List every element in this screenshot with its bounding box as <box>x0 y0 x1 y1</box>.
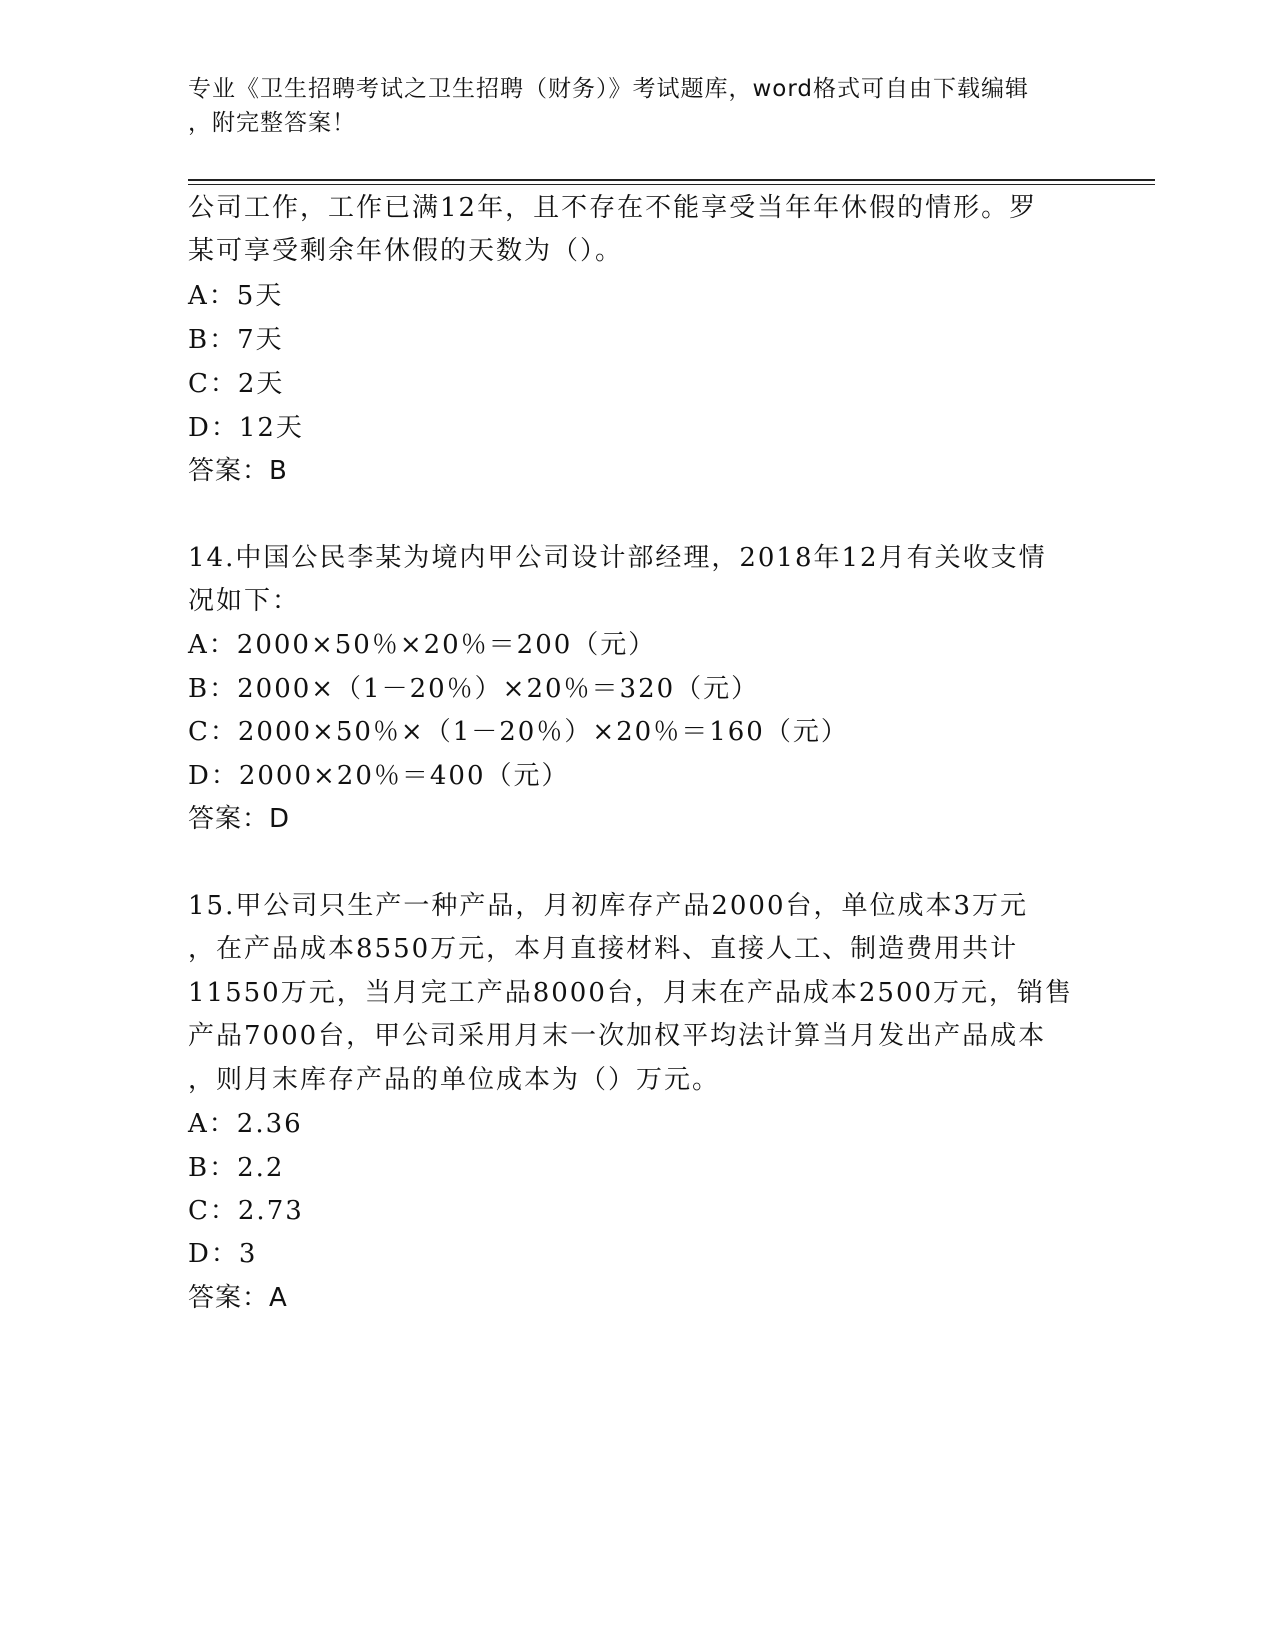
header-line-2: ，附完整答案！ <box>188 110 356 136</box>
q15-stem-line-1: 15.甲公司只生产一种产品，月初库存产品2000台，单位成本3万元 <box>188 891 1029 921</box>
q13-answer: 答案：B <box>188 456 288 486</box>
q13-stem-line-1: 公司工作，工作已满12年，且不存在不能享受当年年休假的情形。罗 <box>188 193 1038 223</box>
q15-option-b: B：2.2 <box>188 1153 285 1183</box>
q15-stem-line-4: 产品7000台，甲公司采用月末一次加权平均法计算当月发出产品成本 <box>188 1021 1047 1051</box>
q14-option-d: D：2000×20％＝400（元） <box>188 761 570 791</box>
q13-option-b: B：7天 <box>188 325 284 355</box>
q15-option-a: A：2.36 <box>188 1109 303 1139</box>
q15-stem-line-3: 11550万元，当月完工产品8000台，月末在产品成本2500万元，销售 <box>188 978 1074 1008</box>
q14-answer: 答案：D <box>188 804 291 834</box>
q15-option-c: C：2.73 <box>188 1196 304 1226</box>
q15-answer: 答案：A <box>188 1283 288 1313</box>
q14-option-b: B：2000×（1－20％）×20％＝320（元） <box>188 674 760 704</box>
q14-stem-line-2: 况如下： <box>188 586 301 616</box>
q15-stem-line-2: ，在产品成本8550万元，本月直接材料、直接人工、制造费用共计 <box>188 934 1019 964</box>
header-rule-thick <box>188 179 1155 181</box>
q15-option-d: D：3 <box>188 1239 258 1269</box>
header-line-1: 专业《卫生招聘考试之卫生招聘（财务）》考试题库，word格式可自由下载编辑 <box>188 76 1030 102</box>
q14-option-a: A：2000×50％×20％＝200（元） <box>188 630 657 660</box>
q13-option-d: D：12天 <box>188 413 304 443</box>
q15-stem-line-5: ，则月末库存产品的单位成本为（）万元。 <box>188 1065 721 1095</box>
header-rule-thin <box>188 184 1155 185</box>
q14-option-c: C：2000×50％×（1－20％）×20％＝160（元） <box>188 717 849 747</box>
q13-option-a: A：5天 <box>188 281 284 311</box>
q13-option-c: C：2天 <box>188 369 285 399</box>
q14-stem-line-1: 14.中国公民李某为境内甲公司设计部经理，2018年12月有关收支情 <box>188 543 1047 573</box>
document-header <box>188 72 1068 140</box>
q13-stem-line-2: 某可享受剩余年休假的天数为（）。 <box>188 236 624 266</box>
